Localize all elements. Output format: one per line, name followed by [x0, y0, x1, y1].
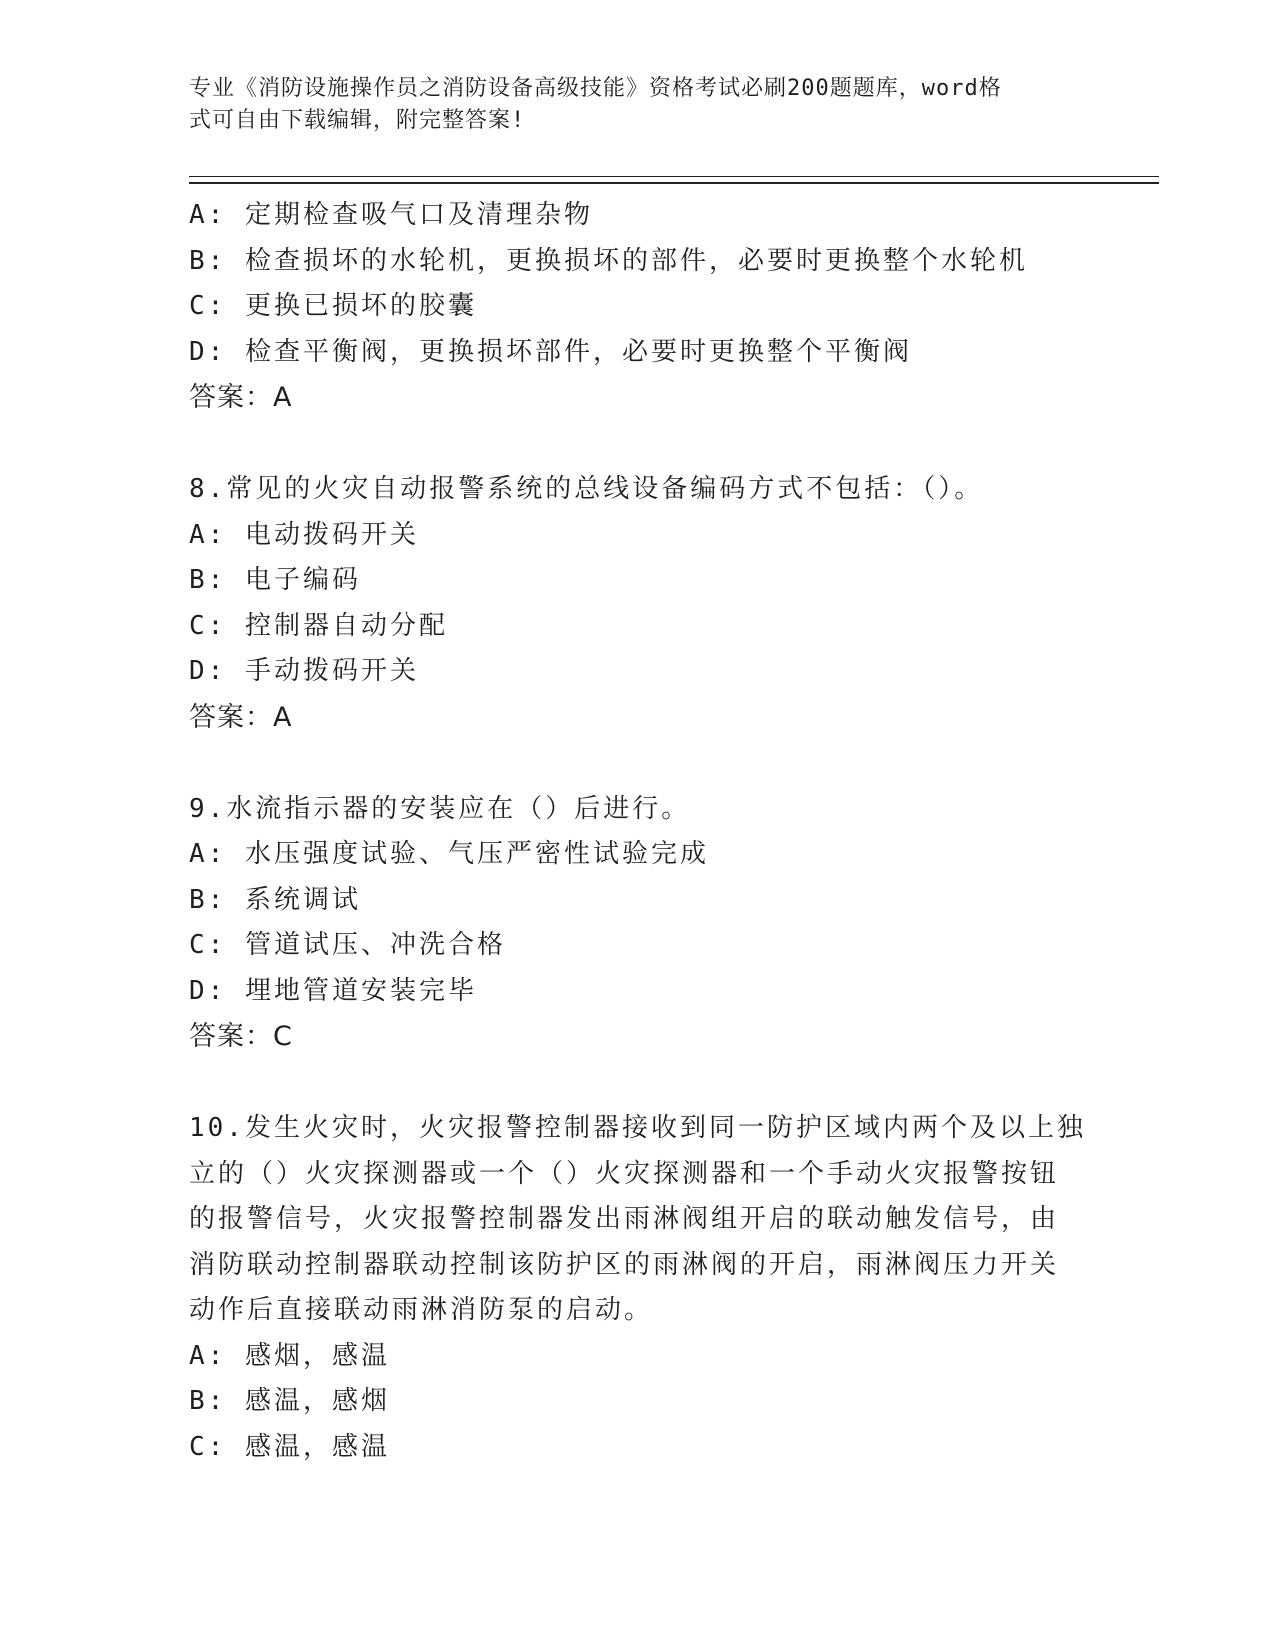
answer-line: 答案：C	[189, 1021, 293, 1052]
question-list	[189, 193, 1089, 1470]
header-divider-thin	[189, 176, 1159, 177]
option-c: C: 控制器自动分配	[189, 610, 448, 641]
question-stem: 8.常见的火灾自动报警系统的总线设备编码方式不包括：（）。	[189, 474, 984, 504]
answer-line: 答案：A	[189, 701, 293, 733]
header-line-1: 专业《消防设施操作员之消防设备高级技能》资格考试必刷200题题库，word格	[189, 76, 1002, 101]
option-d: D: 手动拨码开关	[189, 656, 419, 686]
option-c: C: 管道试压、冲洗合格	[189, 930, 506, 960]
option-c: C: 感温，感温	[189, 1431, 390, 1462]
option-b: B: 电子编码	[189, 565, 361, 595]
question-block-7	[189, 193, 1089, 421]
question-stem-line-5: 动作后直接联动雨淋消防泵的启动。	[189, 1295, 654, 1325]
option-b: B: 感温，感烟	[189, 1386, 390, 1416]
option-d: D: 埋地管道安装完毕	[189, 975, 477, 1006]
option-a: A: 电动拨码开关	[189, 519, 419, 550]
question-block-9	[189, 787, 1089, 1061]
option-b: B: 检查损坏的水轮机，更换损坏的部件，必要时更换整个水轮机	[189, 245, 1028, 276]
answer-line: 答案：A	[189, 382, 293, 413]
option-a: A: 感烟，感温	[189, 1340, 390, 1371]
question-stem-line-2: 立的（）火灾探测器或一个（）火灾探测器和一个手动火灾报警按钮	[189, 1158, 1060, 1189]
question-stem-line-3: 的报警信号，火灾报警控制器发出雨淋阀组开启的联动触发信号，由	[189, 1204, 1060, 1234]
option-c: C: 更换已损坏的胶囊	[189, 291, 477, 321]
option-a: A: 水压强度试验、气压严密性试验完成	[189, 839, 709, 869]
header-line-2: 式可自由下载编辑，附完整答案!	[189, 108, 526, 133]
question-block-10	[189, 1106, 1089, 1470]
question-block-8	[189, 467, 1089, 741]
question-stem-line-4: 消防联动控制器联动控制该防护区的雨淋阀的开启，雨淋阀压力开关	[189, 1249, 1060, 1280]
option-d: D: 检查平衡阀，更换损坏部件，必要时更换整个平衡阀	[189, 336, 912, 367]
question-stem: 9.水流指示器的安装应在（）后进行。	[189, 793, 691, 824]
question-stem-line-1: 10.发生火灾时，火灾报警控制器接收到同一防护区域内两个及以上独	[189, 1113, 1086, 1143]
option-a: A: 定期检查吸气口及清理杂物	[189, 200, 593, 230]
option-b: B: 系统调试	[189, 884, 361, 915]
header-divider-thick	[189, 182, 1159, 184]
document-header	[189, 73, 1069, 137]
